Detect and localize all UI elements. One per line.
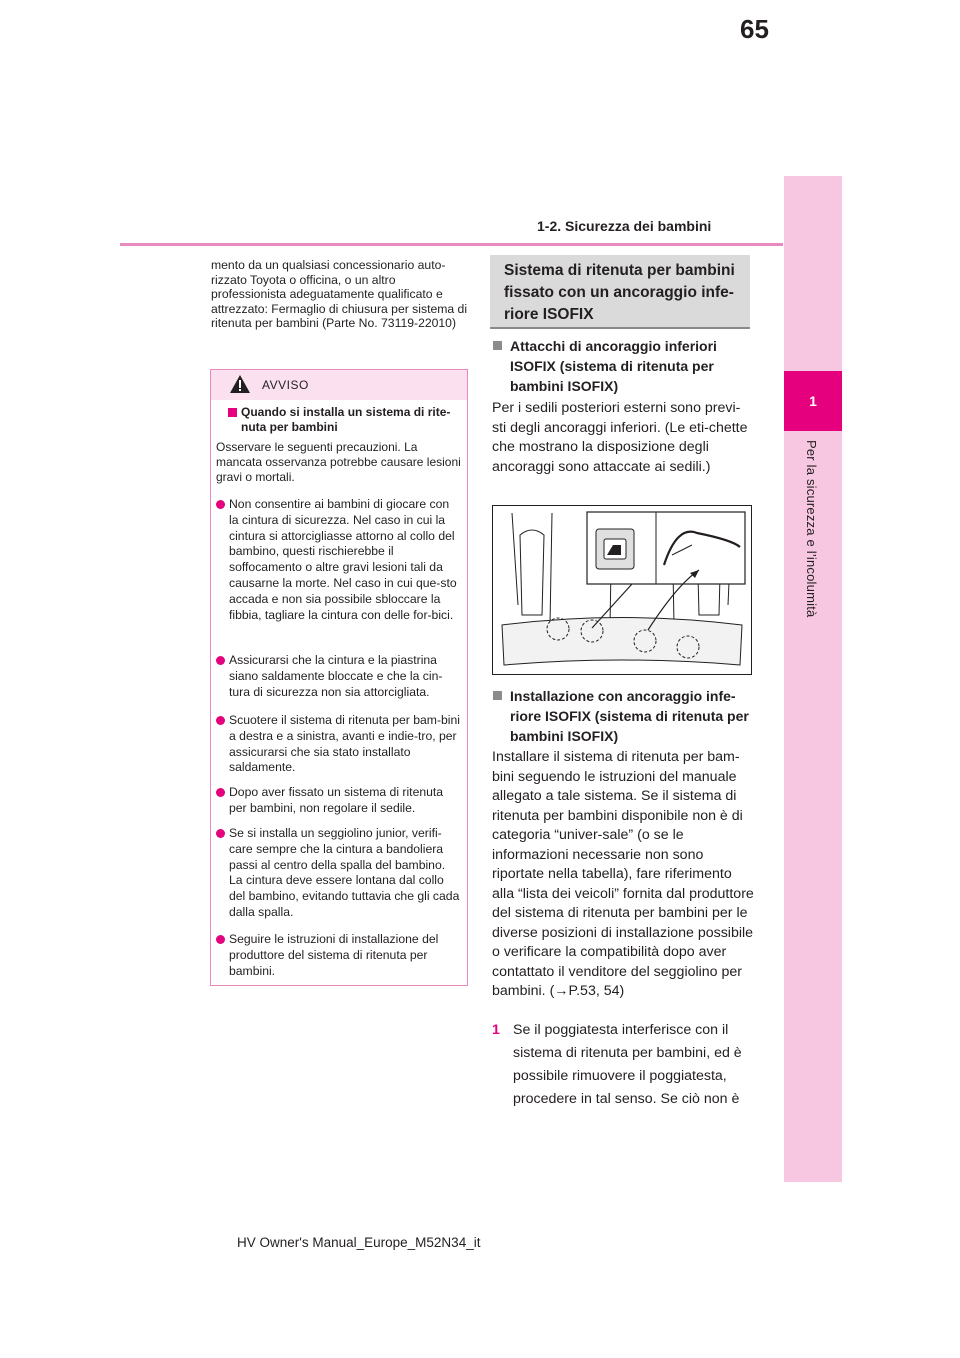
chapter-number: 1 <box>784 371 842 431</box>
step-number: 1 <box>492 1022 500 1038</box>
warning-item: Assicurarsi che la cintura e la piastrina siano saldamente bloccate e che la cin-tura di sicurezza non sia attorcigliata. <box>216 653 462 700</box>
warning-item: Seguire le istruzioni di installazione del produttore del sistema di ritenuta per bambini. <box>216 932 462 979</box>
isofix-anchor-illustration <box>492 505 752 675</box>
warning-item: Scuotere il sistema di ritenuta per bam-bini a destra e a sinistra, avanti e indie-tro, per assicurarsi che sia stato installato saldamente. <box>216 713 462 776</box>
intro-text: mento da un qualsiasi concessionario auto-rizzato Toyota o officina, o un altro professionista adeguatamente qualificato e attrezzato: Fermaglio di chiusura per sistema di ritenuta per bambini (Parte No. 73119-22010) <box>211 258 468 331</box>
warning-subheading <box>228 405 458 435</box>
chapter-title: Per la sicurezza e l’incolumità <box>804 440 819 618</box>
warning-item: Se si installa un seggiolino junior, verifi-care sempre che la cintura a bandoliera passi al centro della spalla del bambino. La cintura deve essere lontana dal collo del bambino, evitando tuttavia che gli cada dalla spalla. <box>216 826 462 921</box>
square-bullet-icon <box>228 408 237 417</box>
warning-subheading-text: Quando si installa un sistema di rite-nuta per bambini <box>241 405 451 434</box>
page-number: 65 <box>740 14 769 44</box>
isofix-installation-text: Installare il sistema di ritenuta per bam-bini seguendo le istruzioni del manuale allegato a tale sistema. Se il sistema di ritenuta per bambini disponibile non è di categoria “univer-sale” (o se le informazioni necessarie non sono riportate nella tabella), fare riferimento alla “lista dei veicoli” fornita dal produttore del sistema di ritenuta per bambini per le diverse posizioni di installazione possibile o verificare la compatibilità dopo aver contattato il venditore del seggiolino per bambini. (→P.53, 54) <box>492 749 754 999</box>
warning-item: Non consentire ai bambini di giocare con la cintura di sicurezza. Nel caso in cui la cintura si attorcigliasse attorno al collo del bambino, questi rischierebbe il soffocamento o altre gravi lesioni tali da causarne la morte. Nel caso in cui que-sto accada e non sia possibile sbloccare la fibbia, tagliare la cintura con delle for-bici. <box>216 497 462 623</box>
subheading-isofix-installation: Installazione con ancoraggio infe-riore ISOFIX (sistema di ritenuta per bambini ISOFIX) <box>493 686 751 746</box>
section-title: 1-2. Sicurezza dei bambini <box>537 218 712 234</box>
square-bullet-icon <box>493 691 502 700</box>
chapter-side-tab <box>784 176 842 1182</box>
isofix-anchors-text: Per i sedili posteriori esterni sono previ-sti degli ancoraggi inferiori. (Le eti-chette che mostrano la disposizione degli ancoraggi sono attaccate ai sedili.) <box>492 400 748 475</box>
bullet-dot-icon <box>216 935 225 944</box>
bullet-dot-icon <box>216 500 225 509</box>
bullet-dot-icon <box>216 829 225 838</box>
warning-label: AVVISO <box>262 378 309 392</box>
section-heading: Sistema di ritenuta per bambini fissato con un ancoraggio infe-riore ISOFIX <box>490 255 750 329</box>
warning-intro: Osservare le seguenti precauzioni. La mancata osservanza potrebbe causare lesioni gravi o mortali. <box>216 440 461 484</box>
warning-triangle-icon <box>229 374 251 394</box>
bullet-dot-icon <box>216 716 225 725</box>
bullet-dot-icon <box>216 788 225 797</box>
header-divider <box>120 243 783 246</box>
subheading-isofix-anchors: Attacchi di ancoraggio inferiori ISOFIX (sistema di ritenuta per bambini ISOFIX) <box>493 336 751 396</box>
bullet-dot-icon <box>216 656 225 665</box>
step-item <box>492 1019 754 1111</box>
step-text: Se il poggiatesta interferisce con il sistema di ritenuta per bambini, ed è possibile rimuovere il poggiatesta, procedere in tal senso. Se ciò non è <box>513 1022 742 1107</box>
warning-item: Dopo aver fissato un sistema di ritenuta per bambini, non regolare il sedile. <box>216 785 462 817</box>
square-bullet-icon <box>493 341 502 350</box>
manual-id-footer: HV Owner's Manual_Europe_M52N34_it <box>237 1235 481 1250</box>
